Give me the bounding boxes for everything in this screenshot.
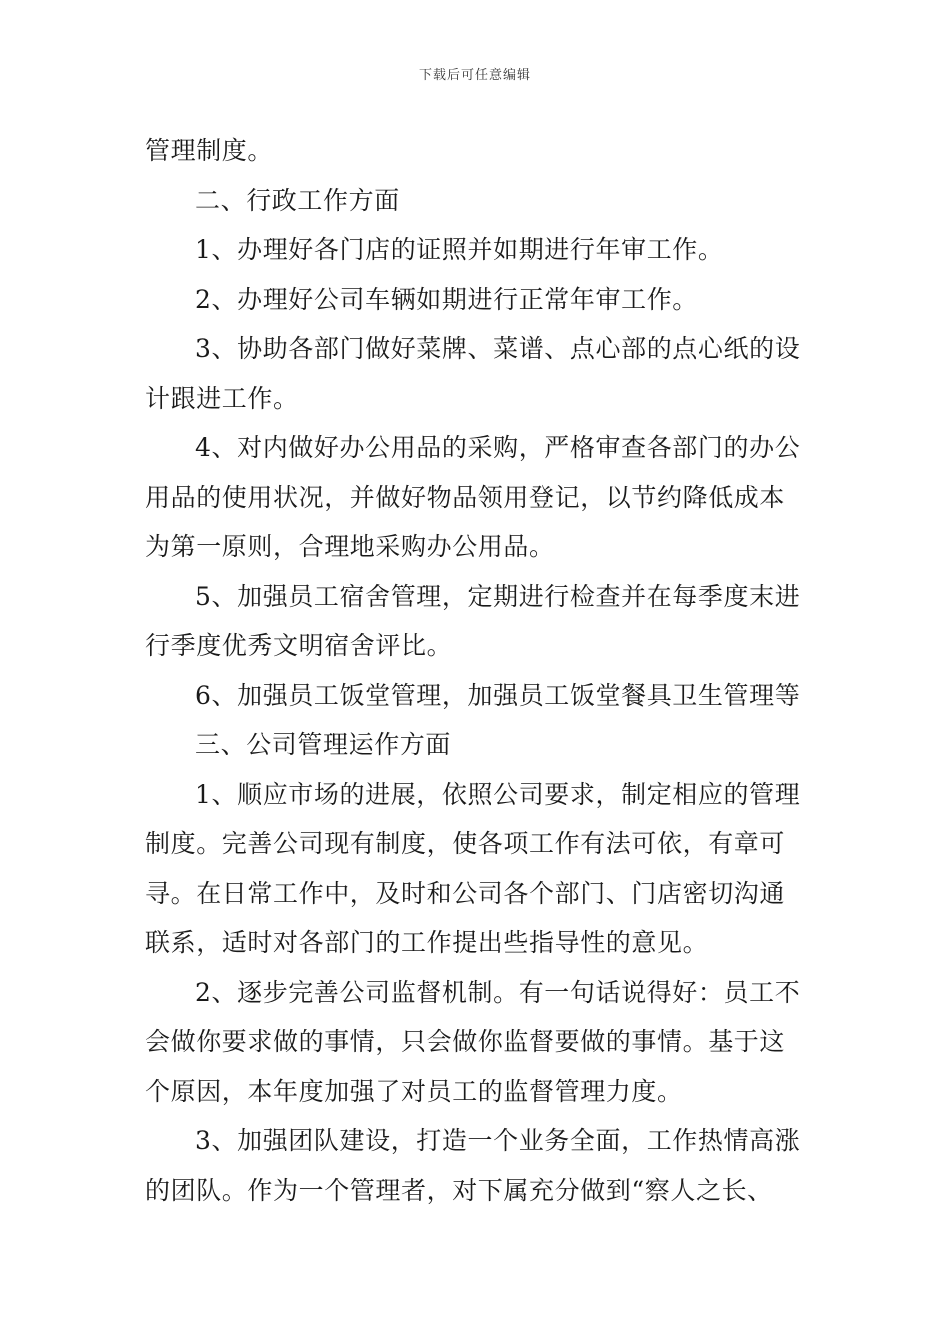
- text-line: 1、办理好各门店的证照并如期进行年审工作。: [195, 235, 724, 264]
- text-line: 计跟进工作。: [145, 383, 299, 413]
- text-line: 4、对内做好办公用品的采购，严格审查各部门的办公: [195, 433, 801, 462]
- text-line: 3、加强团队建设，打造一个业务全面，工作热情高涨: [195, 1126, 801, 1155]
- section-heading: 二、行政工作方面: [195, 185, 400, 215]
- text-line: 寻。在日常工作中，及时和公司各个部门、门店密切沟通: [145, 878, 786, 908]
- text-line: 用品的使用状况，并做好物品领用登记，以节约降低成本: [145, 482, 786, 512]
- text-line: 为第一原则，合理地采购办公用品。: [145, 532, 555, 561]
- text-line: 行季度优秀文明宿舍评比。: [145, 631, 453, 660]
- body-text: [145, 126, 807, 1215]
- section-heading: 三、公司管理运作方面: [195, 730, 452, 759]
- text-line: 3、协助各部门做好菜牌、菜谱、点心部的点心纸的设: [195, 334, 801, 363]
- text-line: 个原因，本年度加强了对员工的监督管理力度。: [145, 1076, 683, 1106]
- text-line: 管理制度。: [145, 136, 274, 165]
- header-note: 下载后可任意编辑: [418, 68, 531, 83]
- text-line: 制度。完善公司现有制度，使各项工作有法可依，有章可: [145, 829, 786, 858]
- text-line: 联系，适时对各部门的工作提出些指导性的意见。: [145, 928, 709, 957]
- text-line: 2、办理好公司车辆如期进行正常年审工作。: [195, 284, 698, 314]
- text-line: 5、加强员工宿舍管理，定期进行检查并在每季度末进: [195, 581, 801, 611]
- text-line: 1、顺应市场的进展，依照公司要求，制定相应的管理: [195, 779, 801, 809]
- text-line: 的团队。作为一个管理者，对下属充分做到“察人之长、: [145, 1175, 773, 1205]
- text-line: 会做你要求做的事情，只会做你监督要做的事情。基于这: [145, 1027, 786, 1056]
- text-line: 6、加强员工饭堂管理，加强员工饭堂餐具卫生管理等: [195, 680, 801, 710]
- text-line: 2、逐步完善公司监督机制。有一句话说得好：员工不: [195, 977, 801, 1007]
